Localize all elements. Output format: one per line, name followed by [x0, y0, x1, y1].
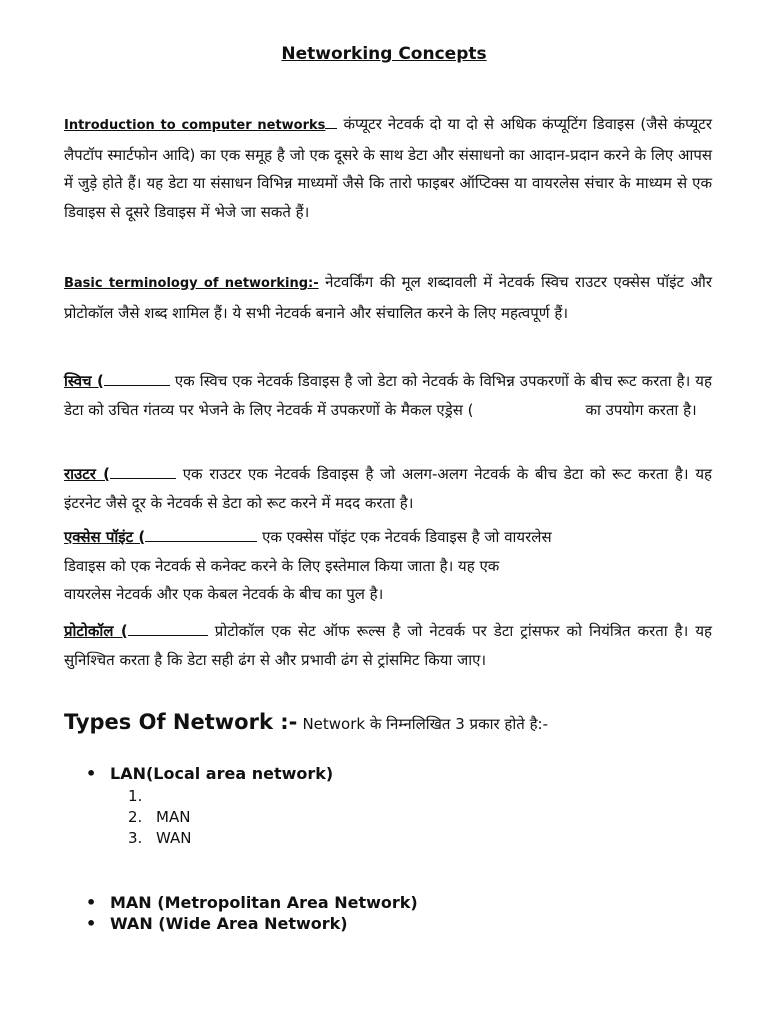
router-text: एक राउटर एक नेटवर्क डिवाइस है जो अलग-अलग नेटवर्क के बीच डेटा को रूट करता है। यह इंटरनेट जैसे दूर के नेटवर्क से डेटा को रूट करने में मदद करता है। [64, 465, 712, 512]
blank-line [145, 527, 257, 542]
switch-heading: स्विच ( [64, 372, 104, 390]
blank-line [325, 114, 337, 129]
access-point-line-1: एक एक्सेस पॉइंट एक नेटवर्क डिवाइस है जो वायरलेस [262, 528, 552, 546]
list-item-lan: • LAN(Local area network) [64, 763, 333, 784]
types-subtext: Network के निम्नलिखित 3 प्रकार होते है:- [302, 715, 548, 733]
protocol-paragraph [64, 617, 712, 674]
intro-text: कंप्यूटर नेटवर्क दो या दो से अधिक कंप्यूटिंग डिवाइस (जैसे कंप्यूटर लैपटॉप स्मार्टफोन आदि) का एक समूह है जो एक दूसरे के साथ डेटा और संसाधनो का आदान-प्रदान करने के लिए आपस में जुड़े होते हैं। यह डेटा या संसाधन विभिन्न माध्यमों जैसे कि तारो फाइबर ऑप्टिक्स या वायरलेस संचार के माध्यम से एक डिवाइस से दूसरे डिवाइस में भेजे जा सकते हैं। [64, 115, 712, 221]
switch-paragraph [64, 367, 712, 424]
page-title: Networking Concepts [281, 44, 487, 64]
types-of-network-line [64, 710, 744, 734]
list-item: 1. [128, 787, 143, 805]
switch-text-2: का उपयोग करता है। [585, 400, 697, 419]
access-point-line-3: वायरलेस नेटवर्क और एक केबल नेटवर्क के बीच का पुल है। [64, 585, 384, 603]
blank-line [104, 371, 170, 386]
router-heading: राउटर ( [64, 465, 110, 483]
protocol-heading: प्रोटोकॉल ( [64, 622, 128, 640]
basic-terminology-paragraph [64, 268, 712, 327]
list-item-man: • MAN (Metropolitan Area Network) [64, 892, 418, 913]
list-item: 2. MAN [128, 808, 191, 826]
router-paragraph [64, 460, 712, 517]
protocol-text: प्रोटोकॉल एक सेट ऑफ रूल्स है जो नेटवर्क पर डेटा ट्रांसफर को नियंत्रित करता है। यह सुनिश्चित करता है कि डेटा सही ढंग से और प्रभावी ढंग से ट्रांसमिट किया जाए। [64, 622, 712, 669]
list-item: 3. WAN [128, 829, 192, 847]
numbered-list [128, 786, 192, 849]
basic-terminology-text: नेटवर्किंग की मूल शब्दावली में नेटवर्क स्विच राउटर एक्सेस पॉइंट और प्रोटोकॉल जैसे शब्द शामिल हैं। ये सभी नेटवर्क बनाने और संचालित करने के लिए महत्वपूर्ण हैं। [64, 273, 712, 322]
switch-text-1: एक स्विच एक नेटवर्क डिवाइस है जो डेटा को नेटवर्क के विभिन्न उपकरणों के बीच रूट करता है। यह डेटा को उचित गंतव्य पर भेजने के लिए नेटवर्क में उपकरणों के मैकल एड्रेस ( [64, 372, 712, 419]
blank-line [110, 464, 176, 479]
list-item-wan: • WAN (Wide Area Network) [64, 913, 418, 934]
network-bullet-list-1 [64, 763, 333, 784]
access-point-paragraph [64, 523, 712, 609]
network-bullet-list-2 [64, 892, 418, 934]
intro-paragraph [64, 110, 712, 226]
intro-heading: Introduction to computer networks [64, 118, 326, 133]
access-point-line-2: डिवाइस को एक नेटवर्क से कनेक्ट करने के लिए इस्तेमाल किया जाता है। यह एक [64, 556, 500, 575]
basic-terminology-heading: Basic terminology of networking:- [64, 276, 319, 291]
access-point-heading: एक्सेस पॉइंट ( [64, 528, 146, 546]
blank-line [128, 621, 208, 636]
types-heading: Types Of Network :- [64, 710, 298, 734]
